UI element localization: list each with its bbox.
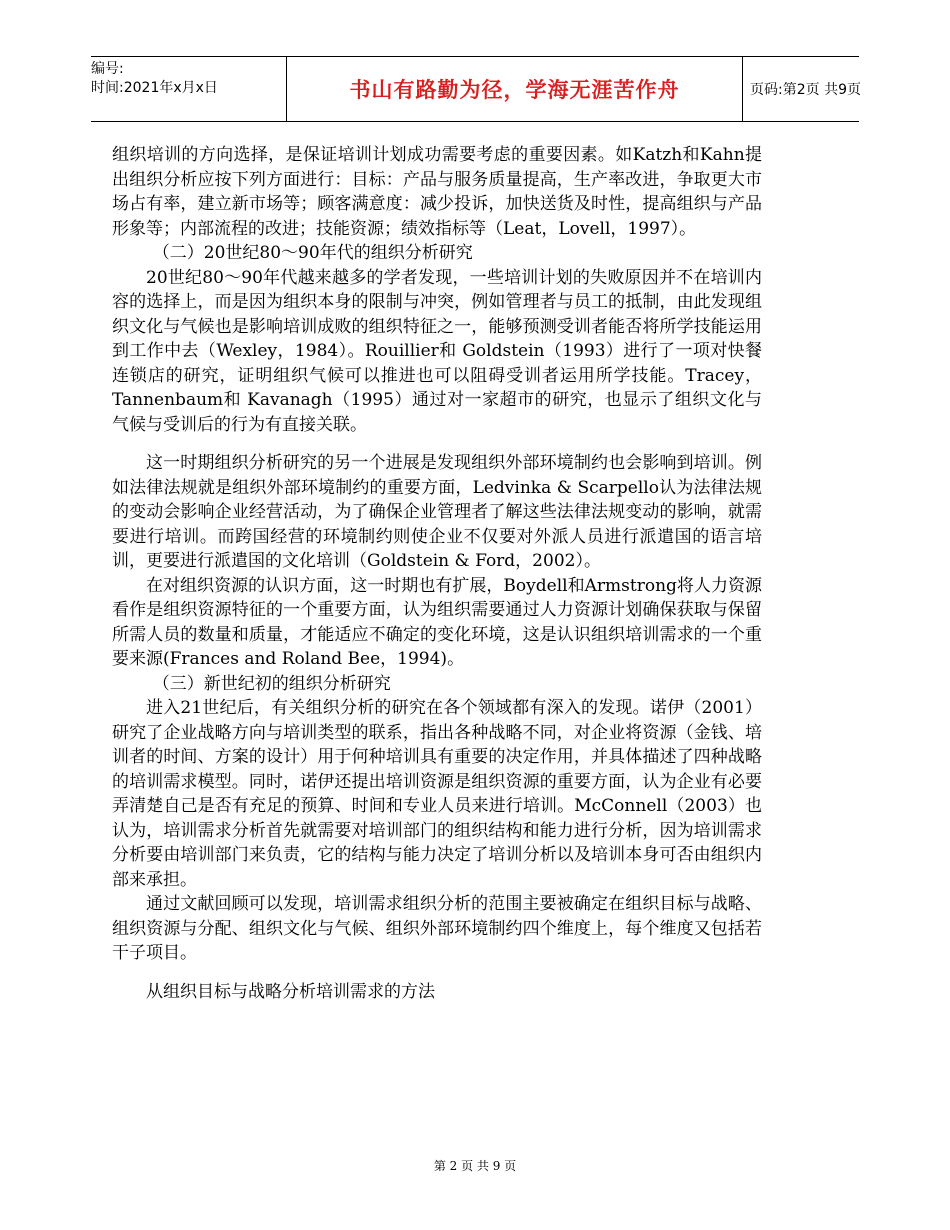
header-page-cell bbox=[742, 57, 867, 121]
page-footer: 第 2 页 共 9 页 bbox=[433, 1159, 517, 1173]
page-header bbox=[91, 56, 859, 122]
body-paragraph: 这一时期组织分析研究的另一个进展是发现组织外部环境制约也会影响到培训。例如法律法规就是组织外部环境制约的重要方面，Ledvinka & Scarpello认为法律法规的变动会影响企业经营活动，为了确保企业管理者了解这些法律法规变动的影响，就需要进行培训。而跨国经营的环境制约则使企业不仅要对外派人员进行派遣国的语言培训，更要进行派遣国的文化培训（Goldstein & Ford，2002）。 bbox=[112, 453, 762, 571]
body-paragraph: 通过文献回顾可以发现，培训需求组织分析的范围主要被确定在组织目标与战略、组织资源与分配、组织文化与气候、组织外部环境制约四个维度上，每个维度又包括若干子项目。 bbox=[112, 894, 762, 963]
header-motto-cell bbox=[286, 57, 743, 121]
header-meta bbox=[91, 57, 286, 124]
header-page-label: 页码:第2页 共9页 bbox=[750, 82, 861, 98]
document-number-label: 编号: bbox=[91, 61, 124, 77]
body-paragraph: 进入21世纪后，有关组织分析的研究在各个领域都有深入的发现。诺伊（2001）研究了企业战略方向与培训类型的联系，指出各种战略不同，对企业将资源（金钱、培训者的时间、方案的设计）用于何种培训具有重要的决定作用，并具体描述了四种战略的培训需求模型。同时，诺伊还提出培训资源是组织资源的重要方面，认为企业有必要弄清楚自己是否有充足的预算、时间和专业人员来进行培训。McConnell（2003）也认为，培训需求分析首先就需要对培训部门的组织结构和能力进行分析，因为培训需求分析要由培训部门来负责，它的结构与能力决定了培训分析以及培训本身可否由组织内部来承担。 bbox=[112, 698, 762, 890]
document-time-label: 时间:2021年x月x日 bbox=[91, 80, 218, 96]
body-paragraph: 20世纪80～90年代越来越多的学者发现，一些培训计划的失败原因并不在培训内容的选择上，而是因为组织本身的限制与冲突，例如管理者与员工的抵制，由此发现组织文化与气候也是影响培训成败的组织特征之一，能够预测受训者能否将所学技能运用到工作中去（Wexley，1984）。Rouillier和 Goldstein（1993）进行了一项对快餐连锁店的研究，证明组织气候可以推进也可以阻碍受训者运用所学技能。Tracey，Tannenbaum和 Kavanagh（1995）通过对一家超市的研究，也显示了组织文化与气候与受训后的行为有直接关联。 bbox=[112, 267, 762, 435]
section-heading-2: （二）20世纪80～90年代的组织分析研究 bbox=[152, 243, 473, 263]
document-body bbox=[112, 143, 762, 1004]
section-heading-3: （三）新世纪初的组织分析研究 bbox=[152, 673, 391, 694]
body-paragraph: 在对组织资源的认识方面，这一时期也有扩展，Boydell和Armstrong将人力资源看作是组织资源特征的一个重要方面，认为组织需要通过人力资源计划确保获取与保留所需人员的数量和质量，才能适应不确定的变化环境，这是认识组织培训需求的一个重要来源(Frances and Roland Bee，1994)。 bbox=[112, 575, 762, 669]
subsection-heading: 从组织目标与战略分析培训需求的方法 bbox=[146, 981, 435, 1002]
body-paragraph: 组织培训的方向选择，是保证培训计划成功需要考虑的重要因素。如Katzh和Kahn提出组织分析应按下列方面进行：目标：产品与服务质量提高，生产率改进，争取更大市场占有率，建立新市场等；顾客满意度：减少投诉，加快送货及时性，提高组织与产品形象等；内部流程的改进；技能资源；绩效指标等（Leat，Lovell，1997）。 bbox=[112, 145, 762, 239]
header-motto: 书山有路勤为径，学海无涯苦作舟 bbox=[349, 78, 680, 102]
